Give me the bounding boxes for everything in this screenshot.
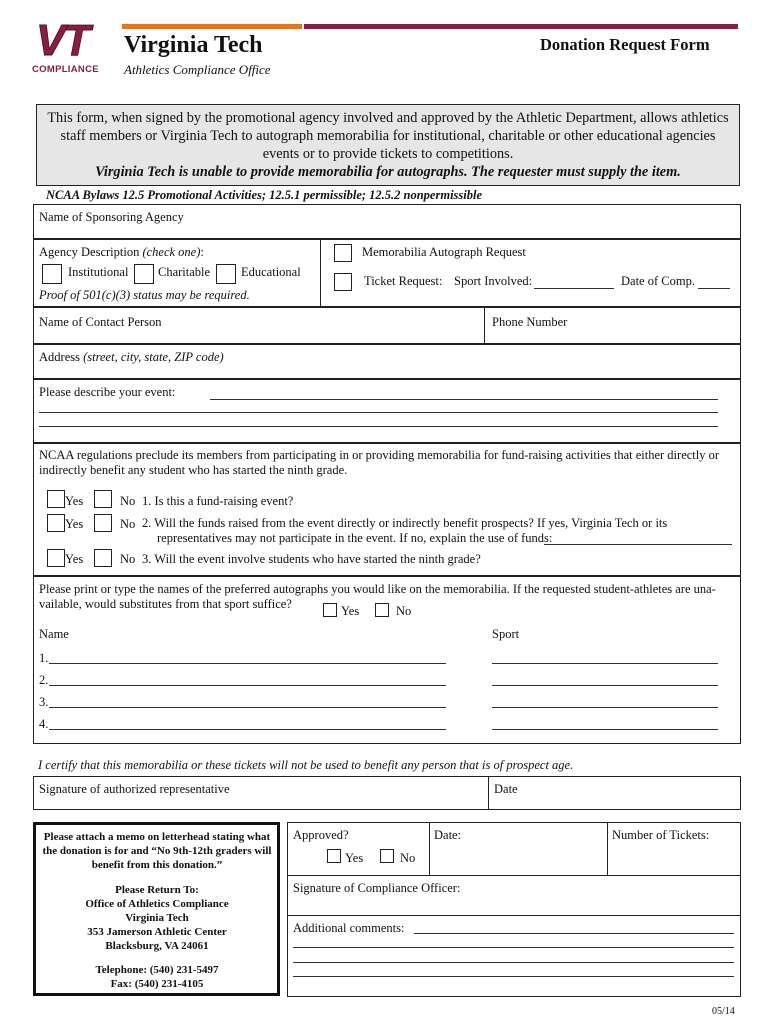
question-2: 2. Will the funds raised from the event directly or indirectly benefit prospects? If yes, Virginia Tech or its [142,516,668,530]
describe-event-line-3[interactable] [39,426,718,427]
autograph-row-number: 3. [39,695,49,709]
educational-label: Educational [241,265,301,279]
q2-no-checkbox[interactable] [94,514,112,532]
ticket-request-checkbox[interactable] [334,273,352,291]
autograph-sport-field-2[interactable] [492,685,718,686]
describe-event-box [33,379,741,443]
city-line: Blacksburg, VA 24061 [105,940,209,952]
approved-no-label: No [400,851,416,865]
signature-divider [488,777,489,809]
ticket-request-label: Ticket Request: [364,274,443,288]
autographs-text: Please print or type the names of the preferred autographs you would like on the memorabilia. If the requested student-athletes are una-vailable, would substitutes from that sport suffice? [39,582,716,611]
approval-date-label[interactable]: Date: [434,828,462,842]
educational-checkbox[interactable] [216,264,236,284]
charitable-checkbox[interactable] [134,264,154,284]
office-col-divider-2 [607,823,608,875]
phone-label: Phone Number [492,315,568,329]
q3-no-label: No [120,552,136,566]
autograph-sport-field-4[interactable] [492,729,718,730]
street-line: 353 Jamerson Athletic Center [87,926,227,938]
office-use-box [287,822,741,997]
comments-line-4[interactable] [293,976,734,977]
autograph-name-field-2[interactable] [49,685,446,686]
agency-description-label: Agency Description (check one): [39,245,204,259]
university-name: Virginia Tech [124,32,263,58]
charitable-label: Charitable [158,265,211,279]
sport-column-header: Sport [492,627,520,641]
signature-date-label[interactable]: Date [494,782,518,796]
autograph-row-number: 4. [39,717,49,731]
agency-divider [320,240,321,306]
approved-no-checkbox[interactable] [380,849,394,863]
question-3: 3. Will the event involve students who have started the ninth grade? [142,552,481,566]
question-2-cont: representatives may not participate in the event. If no, explain the use of funds: [157,531,553,545]
describe-event-line-2[interactable] [39,412,718,413]
proof-note: Proof of 501(c)(3) status may be required. [39,288,250,302]
substitutes-no-checkbox[interactable] [375,603,389,617]
form-version: 05/14 [712,1006,735,1017]
q2-yes-checkbox[interactable] [47,514,65,532]
memorabilia-checkbox[interactable] [334,244,352,262]
signature-row [33,776,741,810]
approved-yes-checkbox[interactable] [327,849,341,863]
maroon-bar [304,24,738,29]
funds-use-field[interactable] [544,544,732,545]
sport-involved-label: Sport Involved: [454,274,533,288]
contact-divider [484,308,485,343]
substitutes-no-label: No [396,604,412,618]
autograph-name-field-3[interactable] [49,707,446,708]
question-1: 1. Is this a fund-raising event? [142,494,294,508]
autograph-sport-field-1[interactable] [492,663,718,664]
bylaws-text: NCAA Bylaws 12.5 Promotional Activities; 12.5.1 permissible; 12.5.2 nonpermissible [46,188,483,202]
q1-no-label: No [120,494,136,508]
return-address [39,883,275,953]
q1-yes-label: Yes [65,494,84,508]
q3-no-checkbox[interactable] [94,549,112,567]
sponsoring-agency-label: Name of Sponsoring Agency [39,210,184,224]
address-field[interactable] [33,344,741,379]
autographs-box [33,576,741,744]
q2-no-label: No [120,517,136,531]
office-name: Athletics Compliance Office [124,62,271,77]
office-name-line: Office of Athletics Compliance [85,898,229,910]
orange-bar [122,24,302,29]
describe-event-line-1[interactable] [210,399,718,400]
memo-instructions: Please attach a memo on letterhead stating what the donation is for and “No 9th-12th graders will benefit from this donation.” [42,831,272,871]
return-box [33,822,280,996]
autograph-row-number: 1. [39,651,49,665]
memorabilia-label: Memorabilia Autograph Request [362,245,526,259]
vt-logo [32,16,118,76]
ncaa-text: NCAA regulations preclude its members from participating in or providing memorabilia for fund-raising activities that either directly or indirectly benefit any student who has started the ninth grade. [39,448,720,477]
compliance-signature-label[interactable]: Signature of Compliance Officer: [293,881,461,895]
q3-yes-label: Yes [65,552,84,566]
logo-subtitle: COMPLIANCE [32,64,99,75]
substitutes-yes-checkbox[interactable] [323,603,337,617]
logo-letters: VT [36,16,89,65]
comments-line-3[interactable] [293,962,734,963]
autograph-name-field-1[interactable] [49,663,446,664]
office-row-divider-1 [288,875,740,876]
certify-statement: I certify that this memorabilia or these tickets will not be used to benefit any person that is of prospect age. [38,758,574,772]
q1-no-checkbox[interactable] [94,490,112,508]
fax: Fax: (540) 231-4105 [110,978,204,990]
form-title: Donation Request Form [540,35,710,54]
contact-person-label: Name of Contact Person [39,315,162,329]
q1-yes-checkbox[interactable] [47,490,65,508]
institutional-label: Institutional [68,265,129,279]
intro-text: This form, when signed by the promotional agency involved and approved by the Athletic Department, allows athletics staff members or Virginia Tech to autograph memorabilia for institutional, charitable or other educational agencies events or to provide tickets to competitions. [47,110,729,162]
sponsoring-agency-field[interactable] [33,204,741,239]
institutional-checkbox[interactable] [42,264,62,284]
comments-line-1[interactable] [414,933,734,934]
approved-label: Approved? [293,828,349,842]
substitutes-yes-label: Yes [341,604,360,618]
approved-yes-label: Yes [345,851,364,865]
office-row-divider-2 [288,915,740,916]
intro-emphasis: Virginia Tech is unable to provide memorabilia for autographs. The requester must supply the item. [95,164,681,180]
name-column-header: Name [39,627,69,641]
autograph-sport-field-3[interactable] [492,707,718,708]
autograph-name-field-4[interactable] [49,729,446,730]
describe-event-label: Please describe your event: [39,385,176,399]
university-line: Virginia Tech [125,912,189,924]
q3-yes-checkbox[interactable] [47,549,65,567]
q2-yes-label: Yes [65,517,84,531]
comments-line-2[interactable] [293,947,734,948]
return-to-label: Please Return To: [115,884,199,896]
date-of-comp-field[interactable] [698,288,730,289]
number-of-tickets-label[interactable]: Number of Tickets: [612,828,710,842]
sport-involved-field[interactable] [534,288,614,289]
agency-row [33,239,741,307]
address-label: Address (street, city, state, ZIP code) [39,350,224,364]
signature-label[interactable]: Signature of authorized representative [39,782,230,796]
contact-row [33,307,741,344]
autograph-row-number: 2. [39,673,49,687]
ncaa-box [33,443,741,576]
telephone: Telephone: (540) 231-5497 [95,964,219,976]
office-col-divider-1 [429,823,430,875]
intro-box [36,104,740,186]
date-of-comp-label: Date of Comp. [621,274,695,288]
additional-comments-label: Additional comments: [293,921,405,935]
